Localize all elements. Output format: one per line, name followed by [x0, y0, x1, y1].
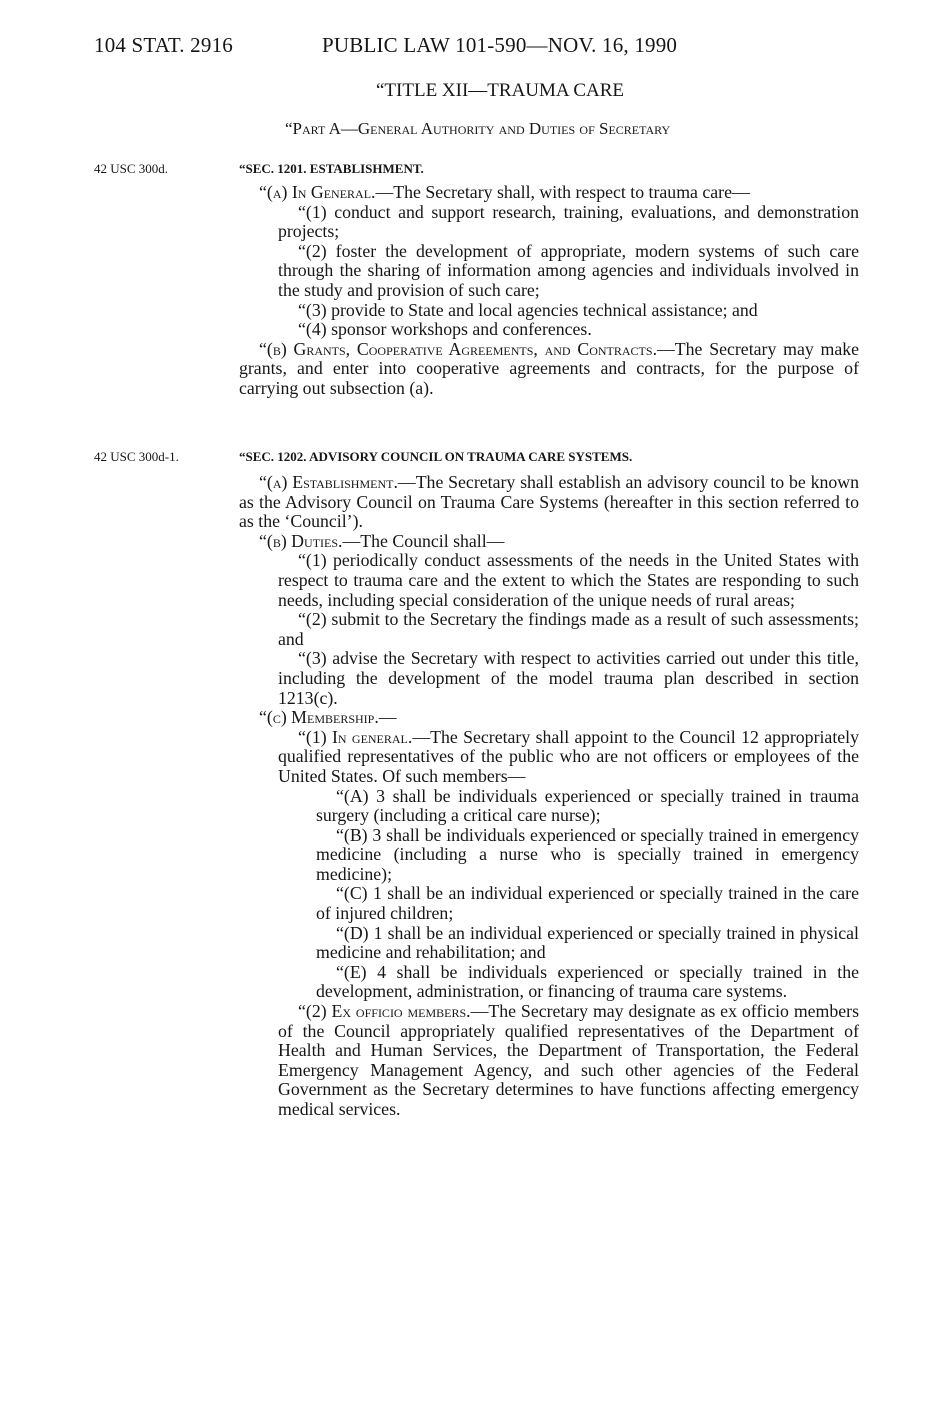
subsection-1202-b: “(b) Duties.—The Council shall— [259, 530, 505, 551]
subsection-label: “(a) In General. [259, 182, 376, 202]
subparagraph-1202-c1-D: “(D) 1 shall be an individual experienced or specially trained in physical medicine and rehabilitation; and [316, 922, 859, 963]
paragraph-1201-a2: “(2) foster the development of appropriate, modern systems of such care through the sharing of information among agencies and individuals involved in the study and provision of such care; [278, 240, 859, 300]
running-header: PUBLIC LAW 101-590—NOV. 16, 1990 [322, 33, 678, 57]
subsection-1202-c: “(c) Membership.— [259, 707, 397, 728]
subparagraph-1202-c1-A: “(A) 3 shall be individuals experienced or specially trained in trauma surgery (including a critical care nurse); [316, 785, 859, 826]
part-heading: “Part A—General Authority and Duties of Secretary [285, 119, 671, 138]
paragraph-label: “(2) Ex officio members. [298, 1001, 471, 1022]
subsection-1201-b: “(b) Grants, Cooperative Agreements, and Contracts.—The Secretary may make grants, and enter into cooperative agreements and contracts, for the purpose of carrying out subsection (a). [239, 338, 859, 398]
paragraph-1202-b1: “(1) periodically conduct assessments of the needs in the United States with respect to trauma care and the extent to which the States are responding to such needs, including special consideration of the unique needs of rural areas; [278, 550, 859, 610]
section-1201-body [239, 183, 859, 399]
subsection-1202-a: “(a) Establishment.—The Secretary shall establish an advisory council to be known as the Advisory Council on Trauma Care Systems (hereafter in this section referred to as the ‘Council’). [239, 472, 859, 532]
page-stat-citation: 104 STAT. 2916 [94, 33, 233, 57]
section-1201-heading: “SEC. 1201. ESTABLISHMENT. [239, 161, 424, 176]
subsection-1201-a: “(a) In General.—The Secretary shall, with respect to trauma care— [259, 182, 750, 202]
paragraph-1202-b3: “(3) advise the Secretary with respect to activities carried out under this title, including the development of the model trauma plan described in section 1213(c). [278, 648, 859, 708]
subparagraph-1202-c1-C: “(C) 1 shall be an individual experienced or specially trained in the care of injured children; [316, 883, 859, 924]
margin-note-usc-300d-1: 42 USC 300d-1. [94, 449, 179, 464]
margin-note-usc-300d: 42 USC 300d. [94, 161, 169, 176]
paragraph-1201-a4: “(4) sponsor workshops and conferences. [298, 319, 592, 340]
paragraph-1202-b2: “(2) submit to the Secretary the findings made as a result of such assessments; and [278, 609, 859, 649]
paragraph-label: “(1) In general. [298, 726, 413, 747]
paragraph-1202-c1: “(1) In general.—The Secretary shall appoint to the Council 12 appropriately qualified representatives of the public who are not officers or employees of the United States. Of such members— [278, 726, 859, 786]
subparagraph-1202-c1-B: “(B) 3 shall be individuals experienced or specially trained in emergency medicine (including a nurse who is specially trained in emergency medicine); [316, 824, 859, 884]
subsection-label: “(b) Grants, Cooperative Agreements, and Contracts. [259, 338, 658, 359]
paragraph-1202-c2: “(2) Ex officio members.—The Secretary may designate as ex officio members of the Council appropriately qualified representatives of the Department of Health and Human Services, the Department of Transportation, the Federal Emergency Management Agency, and such other agencies of the Federal Government as the Secretary determines to have functions affecting emergency medical services. [278, 1001, 859, 1119]
section-1202-body [239, 473, 859, 1120]
subparagraph-1202-c1-E: “(E) 4 shall be individuals experienced or specially trained in the development, administration, or financing of trauma care systems. [316, 961, 859, 1002]
subsection-label: “(c) Membership. [259, 707, 379, 728]
section-1202-heading: “SEC. 1202. ADVISORY COUNCIL ON TRAUMA CARE SYSTEMS. [239, 449, 633, 464]
paragraph-1201-a1: “(1) conduct and support research, training, evaluations, and demonstration projects; [278, 201, 859, 242]
title-heading: “TITLE XII—TRAUMA CARE [375, 80, 625, 101]
paragraph-1201-a3: “(3) provide to State and local agencies technical assistance; and [298, 299, 758, 320]
subsection-label: “(a) Establishment. [259, 472, 398, 492]
subsection-label: “(b) Duties. [259, 530, 343, 551]
